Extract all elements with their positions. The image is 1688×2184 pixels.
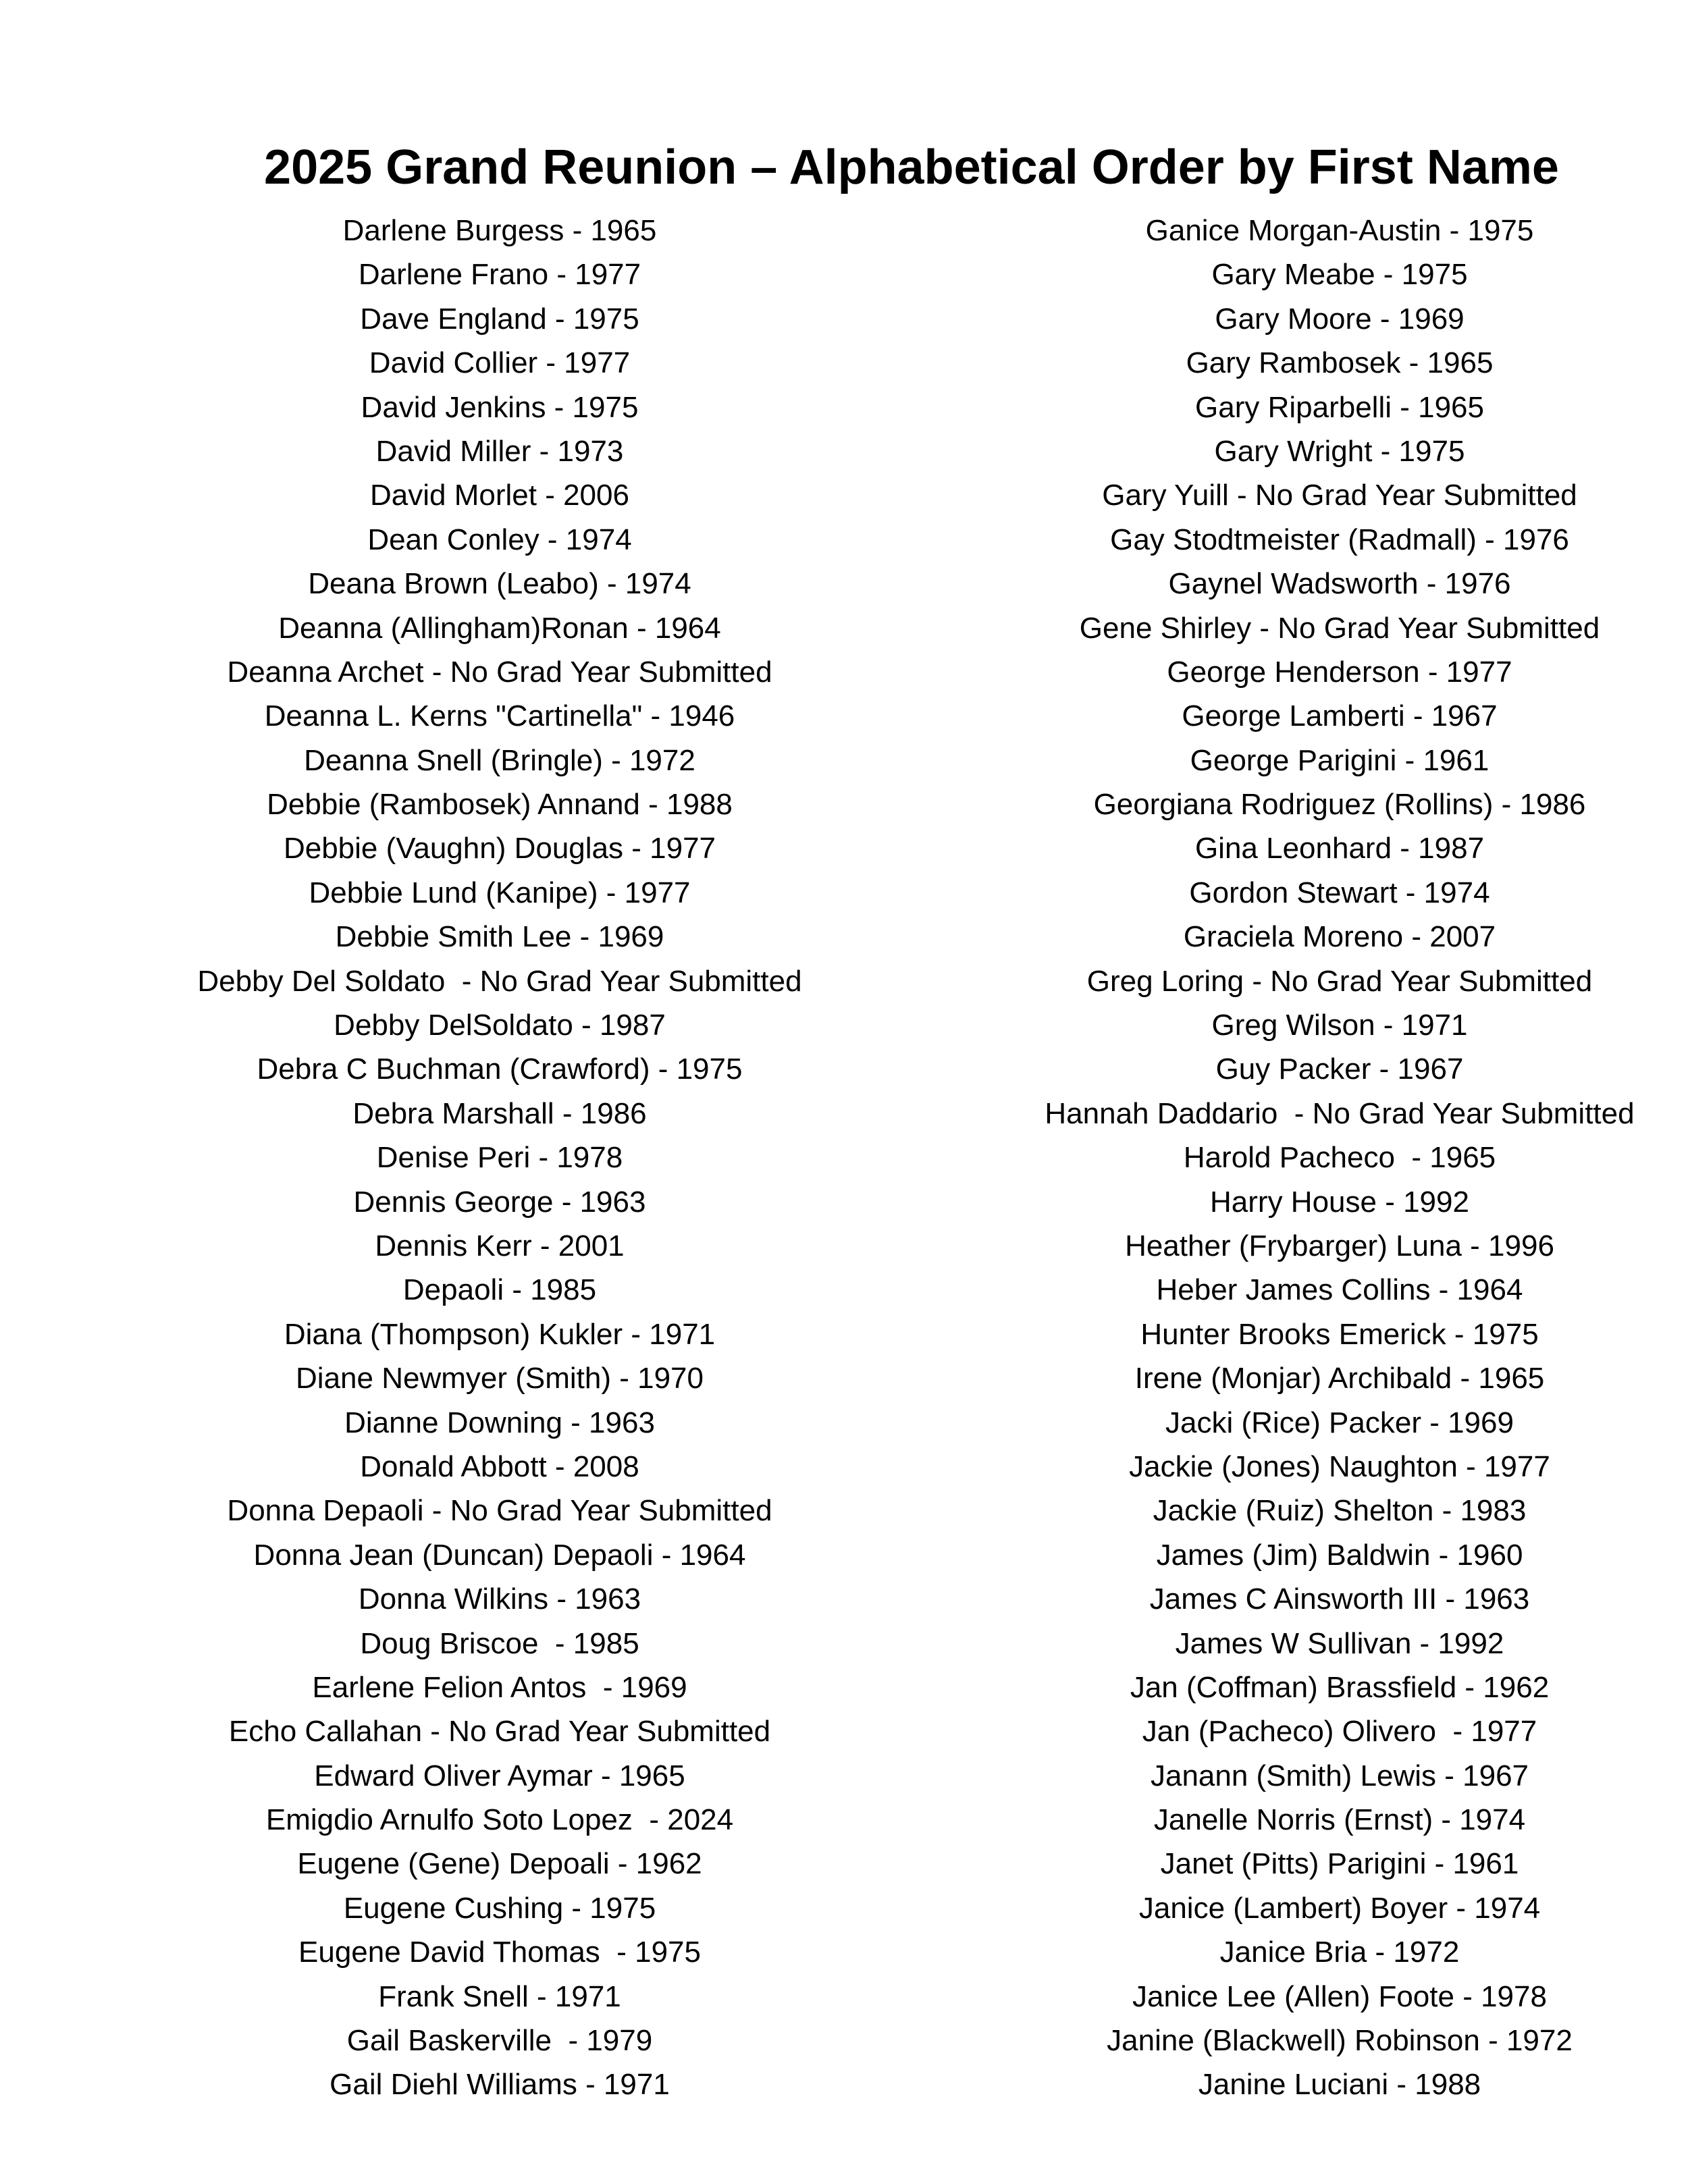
attendee-entry: Dianne Downing - 1963 (344, 1406, 655, 1439)
list-item (0, 1886, 1003, 1930)
list-item (0, 1268, 1003, 1312)
list-item (1003, 1356, 1688, 1400)
attendee-entry: Earlene Felion Antos - 1969 (312, 1670, 687, 1704)
attendee-entry: Janice Bria - 1972 (1219, 1936, 1460, 1969)
attendee-entry: Jan (Pacheco) Olivero - 1977 (1142, 1715, 1537, 1749)
attendee-entry: Eugene David Thomas - 1975 (298, 1936, 701, 1969)
list-item (0, 2062, 1003, 2106)
list-item (0, 1445, 1003, 1489)
list-item (0, 385, 1003, 429)
list-item (0, 1136, 1003, 1179)
attendee-entry: Graciela Moreno - 2007 (1183, 920, 1496, 954)
list-item (1003, 1268, 1688, 1312)
attendee-entry: David Morlet - 2006 (370, 479, 629, 512)
list-item (0, 1754, 1003, 1798)
list-item (0, 1312, 1003, 1356)
attendee-entry: Greg Wilson - 1971 (1211, 1009, 1468, 1042)
list-item (0, 826, 1003, 870)
attendee-entry: Deanna (Allingham)Ronan - 1964 (278, 611, 721, 645)
list-item (1003, 1224, 1688, 1268)
list-item (1003, 1577, 1688, 1621)
list-item (1003, 1180, 1688, 1224)
attendee-entry: Gary Moore - 1969 (1215, 302, 1465, 336)
list-item (0, 1709, 1003, 1753)
attendee-entry: Dennis George - 1963 (353, 1185, 646, 1219)
attendee-entry: Depaoli - 1985 (402, 1273, 597, 1307)
attendee-entry: Debbie (Vaughn) Douglas - 1977 (283, 832, 716, 865)
attendee-entry: Gay Stodtmeister (Radmall) - 1976 (1110, 523, 1569, 556)
list-item (0, 1401, 1003, 1445)
attendee-entry: Edward Oliver Aymar - 1965 (314, 1759, 685, 1792)
list-item (0, 1666, 1003, 1709)
attendee-entry: Jackie (Jones) Naughton - 1977 (1129, 1449, 1550, 1483)
attendee-entry: George Parigini - 1961 (1190, 743, 1489, 777)
list-item (0, 473, 1003, 517)
list-item (0, 209, 1003, 252)
list-item (1003, 2019, 1688, 2062)
attendee-entry: Jacki (Rice) Packer - 1969 (1165, 1406, 1514, 1439)
list-item (1003, 429, 1688, 473)
list-item (1003, 1312, 1688, 1356)
list-item (1003, 297, 1688, 341)
attendee-entry: Janelle Norris (Ernst) - 1974 (1153, 1803, 1526, 1837)
list-item (1003, 1445, 1688, 1489)
list-item (1003, 1842, 1688, 1886)
attendee-entry: Dennis Kerr - 2001 (375, 1229, 625, 1262)
list-item (1003, 2062, 1688, 2106)
attendee-entry: Gary Riparbelli - 1965 (1195, 390, 1484, 424)
attendee-entry: Debra Marshall - 1986 (352, 1096, 647, 1130)
list-item (1003, 606, 1688, 650)
list-item (0, 1975, 1003, 2019)
list-item (1003, 1886, 1688, 1930)
attendee-entry: Janice (Lambert) Boyer - 1974 (1138, 1891, 1541, 1925)
attendee-entry: Jackie (Ruiz) Shelton - 1983 (1153, 1494, 1527, 1528)
list-item (0, 297, 1003, 341)
attendee-entry: Debbie Smith Lee - 1969 (335, 920, 664, 954)
attendee-entry: Donna Wilkins - 1963 (358, 1582, 641, 1616)
attendee-entry: Gail Diehl Williams - 1971 (329, 2068, 670, 2102)
list-item (1003, 1047, 1688, 1091)
list-item (1003, 1401, 1688, 1445)
attendee-entry: Jan (Coffman) Brassfield - 1962 (1130, 1670, 1550, 1704)
list-item (1003, 562, 1688, 606)
list-item (1003, 1975, 1688, 2019)
attendee-entry: Janann (Smith) Lewis - 1967 (1150, 1759, 1529, 1792)
attendee-entry: Greg Loring - No Grad Year Submitted (1086, 964, 1593, 998)
list-item (1003, 826, 1688, 870)
list-item (0, 518, 1003, 562)
attendee-entry: Deanna Archet - No Grad Year Submitted (227, 655, 772, 689)
attendee-entry: Emigdio Arnulfo Soto Lopez - 2024 (265, 1803, 734, 1837)
attendee-entry: Debby Del Soldato - No Grad Year Submitted (197, 964, 802, 998)
attendee-entry: Deanna L. Kerns "Cartinella" - 1946 (264, 699, 735, 733)
attendee-entry: Diana (Thompson) Kukler - 1971 (284, 1317, 716, 1351)
list-item (1003, 341, 1688, 385)
attendee-entry: Darlene Burgess - 1965 (342, 214, 657, 247)
page-title: 2025 Grand Reunion – Alphabetical Order by First Name (264, 140, 1559, 195)
list-item (1003, 1709, 1688, 1753)
list-item (0, 252, 1003, 296)
attendee-entry: Gary Yuill - No Grad Year Submitted (1102, 479, 1577, 512)
list-item (0, 1622, 1003, 1666)
list-item (0, 1003, 1003, 1047)
attendee-entry: Debby DelSoldato - 1987 (334, 1009, 666, 1042)
attendee-entry: James W Sullivan - 1992 (1175, 1626, 1504, 1660)
attendee-entry: Eugene (Gene) Depoali - 1962 (297, 1847, 702, 1881)
list-item (1003, 650, 1688, 694)
attendee-entry: Gary Wright - 1975 (1214, 434, 1465, 468)
list-item (0, 1356, 1003, 1400)
list-item (0, 341, 1003, 385)
list-item (0, 871, 1003, 915)
list-item (0, 1930, 1003, 1974)
attendee-entry: Dean Conley - 1974 (367, 523, 632, 556)
attendee-entry: George Henderson - 1977 (1167, 655, 1512, 689)
list-item (0, 1180, 1003, 1224)
list-item (0, 915, 1003, 959)
attendee-entry: Donald Abbott - 2008 (360, 1449, 639, 1483)
attendee-entry: Harry House - 1992 (1210, 1185, 1469, 1219)
attendee-entry: Gary Rambosek - 1965 (1186, 346, 1494, 380)
attendee-entry: Deanna Snell (Bringle) - 1972 (304, 743, 695, 777)
attendee-entry: Deana Brown (Leabo) - 1974 (308, 567, 691, 601)
attendee-entry: Heber James Collins - 1964 (1156, 1273, 1523, 1307)
attendee-entry: Donna Jean (Duncan) Depaoli - 1964 (253, 1538, 746, 1572)
attendee-entry: Gordon Stewart - 1974 (1189, 876, 1490, 909)
list-item (0, 959, 1003, 1003)
attendee-entry: Janine (Blackwell) Robinson - 1972 (1107, 2024, 1573, 2058)
list-item (0, 739, 1003, 782)
list-item (0, 1092, 1003, 1136)
attendee-entry: Gary Meabe - 1975 (1211, 258, 1468, 292)
list-item (0, 1577, 1003, 1621)
name-list-right-column (1003, 209, 1688, 2107)
list-item (1003, 871, 1688, 915)
attendee-entry: James C Ainsworth III - 1963 (1149, 1582, 1530, 1616)
list-item (0, 1842, 1003, 1886)
attendee-entry: Doug Briscoe - 1985 (360, 1626, 639, 1660)
list-item (1003, 1136, 1688, 1179)
list-item (1003, 252, 1688, 296)
list-item (1003, 209, 1688, 252)
attendee-entry: Denise Peri - 1978 (376, 1141, 623, 1175)
list-item (1003, 1533, 1688, 1577)
attendee-entry: Gail Baskerville - 1979 (346, 2024, 653, 2058)
attendee-entry: Janice Lee (Allen) Foote - 1978 (1132, 1979, 1547, 2013)
attendee-entry: Donna Depaoli - No Grad Year Submitted (227, 1494, 772, 1528)
list-item (1003, 1489, 1688, 1533)
attendee-entry: Debbie Lund (Kanipe) - 1977 (309, 876, 691, 909)
list-item (1003, 739, 1688, 782)
list-item (1003, 518, 1688, 562)
name-list-left-column (0, 209, 1003, 2107)
list-item (1003, 1666, 1688, 1709)
list-item (1003, 1003, 1688, 1047)
attendee-entry: David Collier - 1977 (369, 346, 631, 380)
list-item (0, 1047, 1003, 1091)
attendee-entry: Echo Callahan - No Grad Year Submitted (228, 1715, 771, 1749)
attendee-entry: Diane Newmyer (Smith) - 1970 (296, 1362, 704, 1395)
attendee-entry: James (Jim) Baldwin - 1960 (1156, 1538, 1523, 1572)
attendee-entry: Hunter Brooks Emerick - 1975 (1140, 1317, 1539, 1351)
attendee-entry: Gina Leonhard - 1987 (1194, 832, 1485, 865)
attendee-entry: George Lamberti - 1967 (1182, 699, 1498, 733)
list-item (0, 1224, 1003, 1268)
attendee-entry: Irene (Monjar) Archibald - 1965 (1134, 1362, 1545, 1395)
attendee-entry: David Miller - 1973 (375, 434, 624, 468)
list-item (0, 429, 1003, 473)
attendee-entry: David Jenkins - 1975 (361, 390, 639, 424)
attendee-entry: Ganice Morgan-Austin - 1975 (1145, 214, 1534, 247)
attendee-entry: Heather (Frybarger) Luna - 1996 (1125, 1229, 1554, 1262)
attendee-entry: Gaynel Wadsworth - 1976 (1168, 567, 1511, 601)
list-item (0, 1533, 1003, 1577)
attendee-entry: Darlene Frano - 1977 (358, 258, 641, 292)
list-item (1003, 1798, 1688, 1842)
attendee-entry: Eugene Cushing - 1975 (343, 1891, 656, 1925)
attendee-entry: Debbie (Rambosek) Annand - 1988 (267, 788, 733, 822)
attendee-entry: Guy Packer - 1967 (1215, 1053, 1464, 1086)
list-item (1003, 959, 1688, 1003)
list-item (0, 2019, 1003, 2062)
list-item (0, 782, 1003, 826)
attendee-entry: Dave England - 1975 (360, 302, 639, 336)
list-item (0, 606, 1003, 650)
list-item (0, 694, 1003, 738)
attendee-entry: Janet (Pitts) Parigini - 1961 (1160, 1847, 1519, 1881)
list-item (1003, 694, 1688, 738)
list-item (0, 1798, 1003, 1842)
list-item (1003, 1930, 1688, 1974)
list-item (0, 650, 1003, 694)
list-item (1003, 782, 1688, 826)
list-item (0, 1489, 1003, 1533)
attendee-entry: Frank Snell - 1971 (378, 1979, 621, 2013)
attendee-entry: Debra C Buchman (Crawford) - 1975 (257, 1053, 743, 1086)
list-item (1003, 1622, 1688, 1666)
list-item (1003, 473, 1688, 517)
list-item (1003, 915, 1688, 959)
attendee-entry: Gene Shirley - No Grad Year Submitted (1079, 611, 1600, 645)
attendee-entry: Janine Luciani - 1988 (1198, 2068, 1481, 2102)
attendee-entry: Harold Pacheco - 1965 (1183, 1141, 1496, 1175)
attendee-entry: Georgiana Rodriguez (Rollins) - 1986 (1093, 788, 1586, 822)
list-item (1003, 385, 1688, 429)
list-item (1003, 1754, 1688, 1798)
attendee-entry: Hannah Daddario - No Grad Year Submitted (1045, 1096, 1635, 1130)
list-item (0, 562, 1003, 606)
list-item (1003, 1092, 1688, 1136)
